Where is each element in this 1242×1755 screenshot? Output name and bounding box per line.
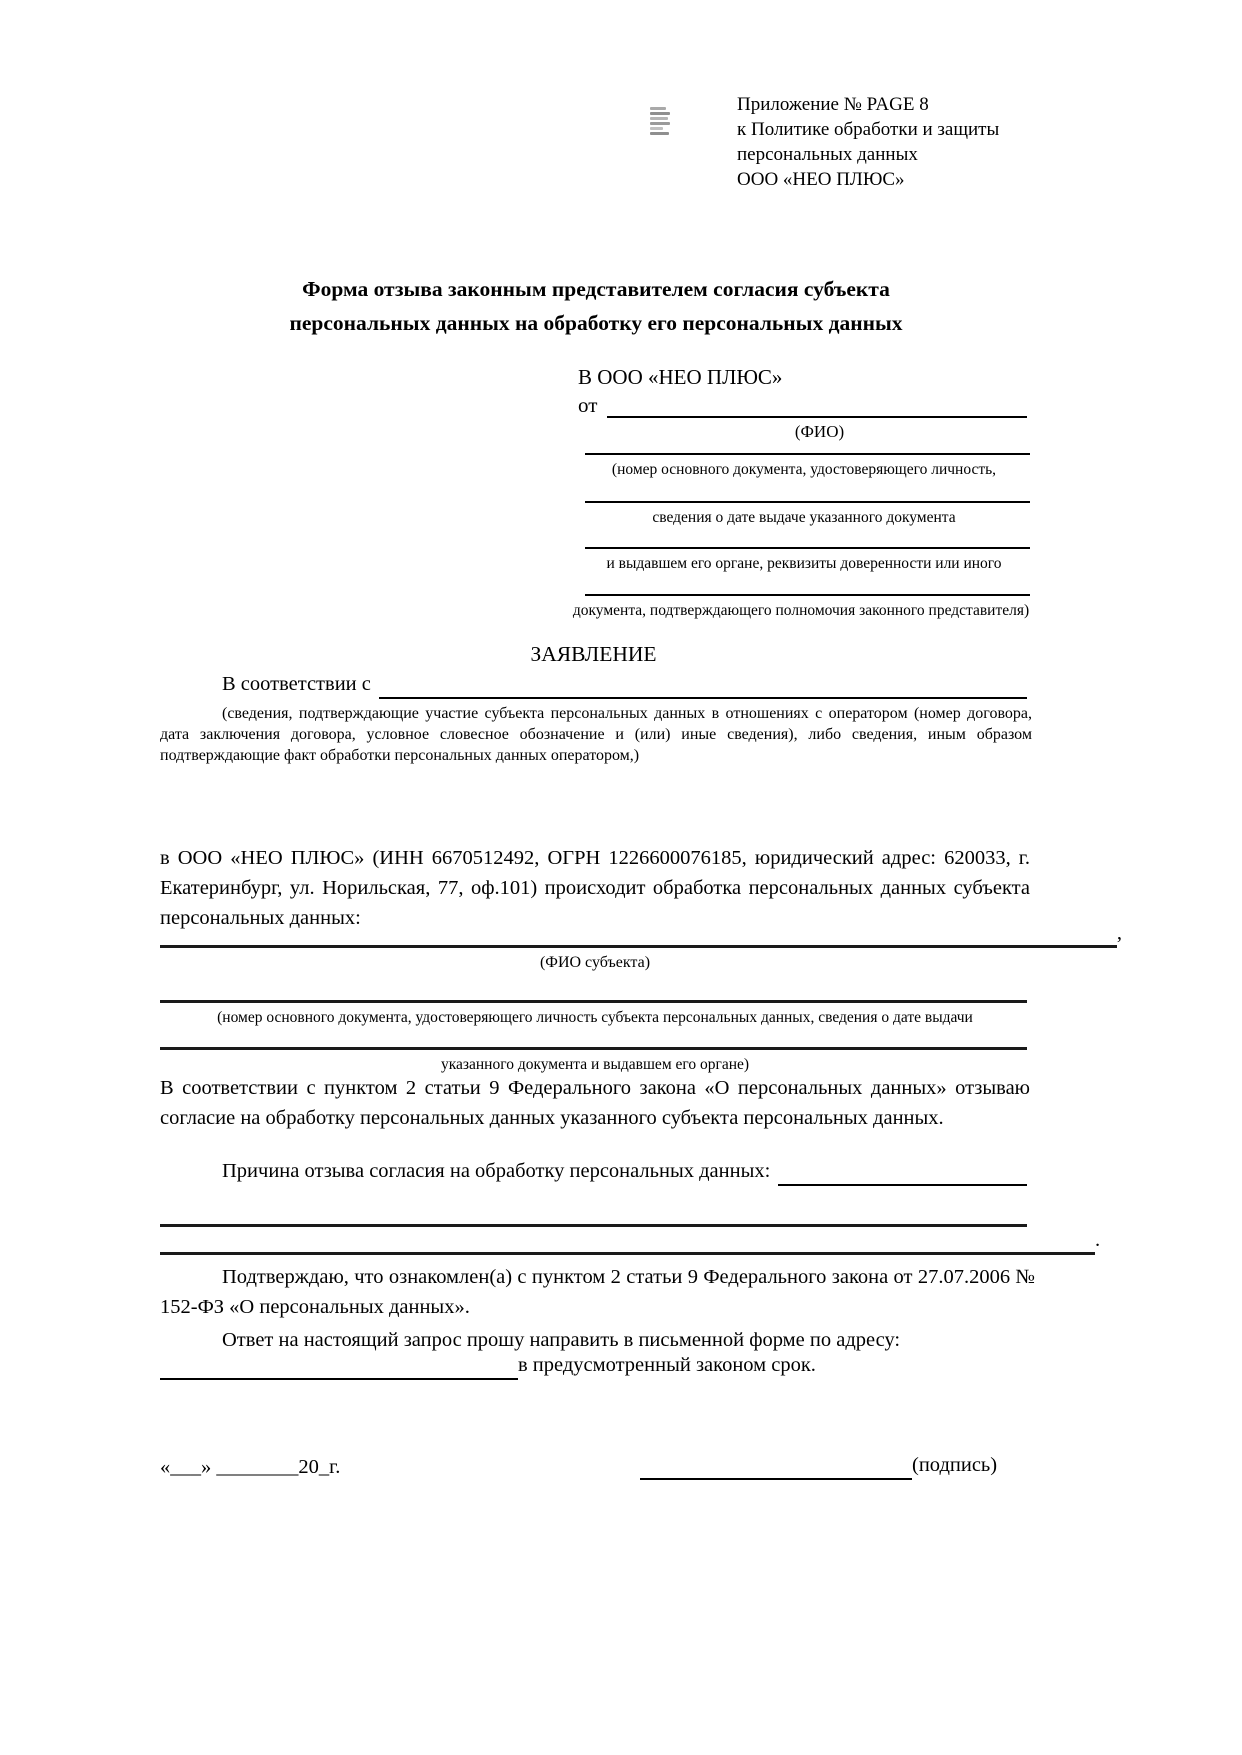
reason-blank-line-2	[160, 1201, 1027, 1227]
reply-tail: в предусмотренный законом срок.	[518, 1354, 816, 1376]
subject-fio-caption: (ФИО субъекта)	[539, 954, 651, 971]
appendix-line-1: Приложение № PAGE 8	[737, 94, 929, 115]
subject-doc-blank-line-1	[160, 977, 1027, 1003]
appendix-line-2: к Политике обработки и защиты	[737, 119, 1000, 140]
fio-caption: (ФИО)	[794, 422, 845, 441]
subject-doc-caption-1: (номер основного документа, удостоверяющего личность субъекта персональных данных, сведения о дате выдачи	[217, 1009, 973, 1026]
withdraw-paragraph: В соответствии с пунктом 2 статьи 9 Федерального закона «О персональных данных» отзываю согласие на обработку персональных данных указанного субъекта персональных данных.	[160, 1077, 1030, 1129]
operator-paragraph: в ООО «НЕО ПЛЮС» (ИНН 6670512492, ОГРН 1226600076185, юридический адрес: 620033, г. Екатеринбург, ул. Норильская, 77, оф.101) происходит обработка персональных данных субъекта персональных данных:	[160, 847, 1030, 929]
doc-caption-1: (номер основного документа, удостоверяющего личность,	[611, 461, 997, 478]
reply-address-blank-line	[160, 1378, 518, 1380]
reason-blank-line	[778, 1184, 1027, 1186]
from-label: от	[578, 393, 598, 417]
reason-blank-line-3-row	[160, 1229, 1105, 1255]
accordance-label: В соответствии с	[222, 673, 371, 695]
document-title	[156, 272, 1036, 340]
title-line-2: персональных данных на обработку его персональных данных	[289, 311, 903, 335]
doc-blank-line-1	[585, 433, 1030, 455]
reason-row	[160, 1158, 1027, 1186]
signature-row	[640, 1452, 997, 1480]
signature-blank-line	[640, 1478, 912, 1480]
accordance-blank-line	[379, 697, 1027, 699]
doc-caption-4: документа, подтверждающего полномочия законного представителя)	[572, 602, 1030, 619]
signature-caption: (подпись)	[912, 1454, 998, 1476]
subject-fio-row	[160, 921, 1122, 948]
recipient-to: В ООО «НЕО ПЛЮС»	[578, 365, 783, 389]
doc-blank-line-4	[585, 574, 1030, 596]
reply-intro: Ответ на настоящий запрос прошу направить в письменной форме по адресу:	[222, 1329, 901, 1351]
subject-doc-blank-line-2	[160, 1024, 1027, 1050]
doc-caption-2: сведения о дате выдаче указанного документа	[652, 509, 956, 526]
trailing-comma: ,	[1116, 922, 1122, 944]
title-line-1: Форма отзыва законным представителем согласия субъекта	[302, 277, 890, 301]
from-blank-line	[607, 416, 1027, 418]
appendix-line-3: персональных данных	[737, 144, 918, 165]
appendix-header	[737, 92, 1067, 192]
doc-caption-3: и выдавшем его органе, реквизиты доверенности или иного	[606, 555, 1002, 572]
doc-blank-line-2	[585, 481, 1030, 503]
subject-fio-blank-line	[160, 945, 1117, 948]
statement-heading: ЗАЯВЛЕНИЕ	[530, 642, 657, 666]
accordance-note: (сведения, подтверждающие участие субъекта персональных данных в отношениях с оператором (номер договора, дата заключения договора, условное словесное обозначение и (или) иные сведения), либо сведения, иным образом подтверждающие факт обработки персональных данных оператором,)	[160, 705, 1032, 764]
reply-address-row	[160, 1352, 1035, 1380]
appendix-line-4: ООО «НЕО ПЛЮС»	[737, 169, 905, 190]
accordance-row	[160, 671, 1027, 699]
reason-blank-line-3	[160, 1252, 1095, 1255]
date-line: «___» ________20_г.	[160, 1456, 341, 1478]
field-marker-icon	[650, 107, 670, 135]
from-field-row	[578, 391, 1027, 418]
subject-doc-caption-2: указанного документа и выдавшем его органе)	[440, 1056, 750, 1073]
doc-blank-line-3	[585, 527, 1030, 549]
reason-label: Причина отзыва согласия на обработку персональных данных:	[222, 1160, 771, 1182]
trailing-period: .	[1095, 1229, 1101, 1251]
confirm-paragraph: Подтверждаю, что ознакомлен(а) с пунктом 2 статьи 9 Федерального закона от 27.07.2006 № 152-ФЗ «О персональных данных».	[160, 1266, 1035, 1318]
